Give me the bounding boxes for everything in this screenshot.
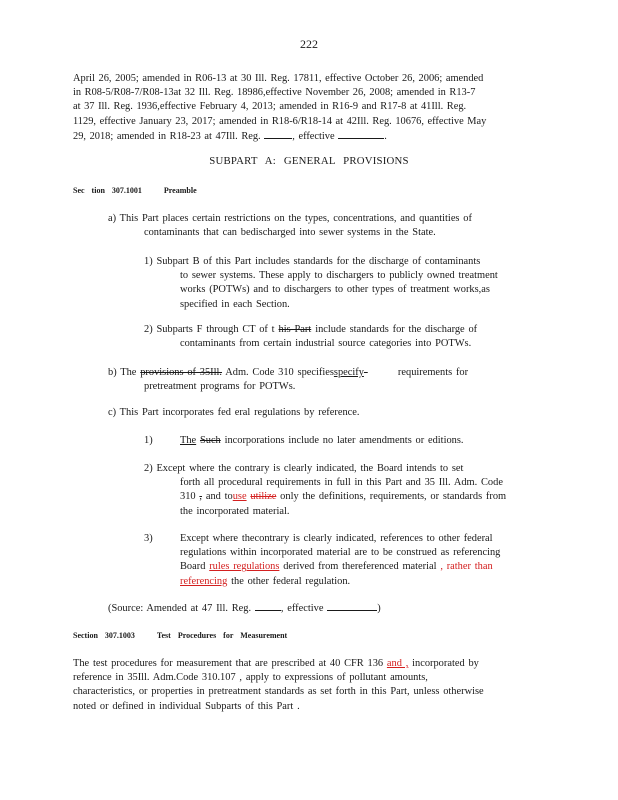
- history-line: in R08-5/R08-7/R08-13at 32 Ill. Reg. 18986,effective November 26, 2008; amended in R13-7: [73, 87, 476, 99]
- para-line: 2) Except where the contrary is clearly indicated, the Board intends to set: [144, 463, 464, 474]
- para-text: 2) Subparts F through CT of t: [144, 324, 275, 335]
- history-line: 1129, effective January 23, 2017; amended in R18-6/R18-14 at 42Ill. Reg. 10676, effective May: [73, 115, 487, 127]
- para-text: incorporations include no later amendments or editions.: [224, 435, 464, 446]
- para-line: Except where thecontrary is clearly indicated, references to other federal: [180, 533, 493, 544]
- blank-line: [255, 601, 281, 611]
- para-line: contaminants that can bedischarged into sewer systems in the State.: [144, 227, 436, 239]
- para-line: c) This Part incorporates fed eral regulations by reference.: [108, 407, 360, 418]
- para-text: include standards for the discharge of: [315, 324, 478, 335]
- para-text: derived from thereferenced material: [283, 561, 437, 573]
- deleted-text: utilize: [250, 491, 277, 503]
- section-number: Sec tion 307.1001: [73, 186, 142, 195]
- deleted-gap: [364, 366, 398, 380]
- para-line: to sewer systems. These apply to dischargers to publicly owned treatment: [180, 270, 498, 282]
- deleted-text: provisions of 35Ill.: [140, 367, 223, 378]
- item-number: 1): [144, 435, 153, 446]
- blank-line: [327, 601, 377, 611]
- para-line: the incorporated material.: [180, 505, 290, 517]
- source-text: (Source: Amended at 47 Ill. Reg.: [108, 603, 252, 614]
- source-text: ): [377, 603, 381, 614]
- para-line: forth all procedural requirements in full in this Part and 35 Ill. Adm. Code: [180, 477, 503, 489]
- inserted-text: rules regulations: [209, 561, 280, 573]
- inserted-text: , rather than: [440, 561, 493, 573]
- para-line: characteristics, or properties in pretreatment standards as set forth in this Part, unless otherwise: [73, 686, 484, 698]
- deleted-text: his Part: [278, 324, 312, 335]
- para-line: noted or defined in individual Subparts of this Part .: [73, 700, 300, 712]
- inserted-text: referencing: [180, 575, 228, 587]
- para-line: [144, 490, 532, 504]
- section-heading: [73, 186, 197, 195]
- history-line: at 37 Ill. Reg. 1936,effective February 4, 2013; amended in R16-9 and R17-8 at 41Ill. Reg.: [73, 101, 467, 113]
- para-line: reference in 35Ill. Adm.Code 310.107 , apply to expressions of pollutant amounts,: [73, 672, 428, 684]
- para-line: works (POTWs) and to dischargers to other types of treatment works,as: [180, 284, 490, 296]
- source-text: , effective: [280, 603, 324, 614]
- paragraph-a2: [144, 323, 532, 351]
- para-text: b) The: [108, 367, 137, 378]
- para-line: a) This Part places certain restrictions on the types, concentrations, and quantities of: [108, 213, 472, 224]
- para-line: specified in each Section.: [180, 298, 290, 310]
- section-number: Section 307.1003: [73, 631, 135, 640]
- history-note: [73, 72, 545, 144]
- para-text: requirements for: [397, 367, 469, 378]
- deleted-text: Such: [199, 435, 221, 446]
- section-heading: [73, 631, 287, 640]
- history-text: 29, 2018; amended in R18-23 at 47Ill. Reg.: [73, 130, 261, 142]
- para-text: Adm. Code 310 specifies: [225, 367, 334, 378]
- para-line: [144, 575, 532, 589]
- paragraph-c2: [144, 462, 532, 519]
- subpart-heading: SUBPART A: GENERAL PROVISIONS: [209, 155, 409, 167]
- para-line: [73, 657, 545, 671]
- para-text: only the definitions, requirements, or standards from: [280, 491, 507, 503]
- paragraph-a1: [144, 255, 532, 312]
- inserted-text: The: [180, 435, 197, 446]
- paragraph-c1: [144, 434, 532, 448]
- paragraph-a: [108, 212, 514, 240]
- history-line: 29, 2018; amended in R18-23 at 47Ill. Reg. , effective .: [73, 130, 387, 142]
- paragraph-b: [108, 366, 518, 394]
- para-text: Board: [180, 561, 206, 573]
- para-text: and to: [205, 491, 233, 503]
- para-line: contaminants from certain industrial source categories into POTWs.: [180, 338, 472, 350]
- history-text: , effective: [292, 130, 335, 142]
- inserted-text: and ,: [386, 658, 409, 669]
- para-line: [144, 323, 532, 337]
- paragraph-c: [108, 406, 518, 420]
- para-line: pretreatment programs for POTWs.: [144, 381, 296, 393]
- inserted-text: use: [232, 491, 247, 503]
- para-line: [108, 366, 518, 380]
- blank-line: [264, 129, 292, 139]
- para-line: [144, 560, 532, 574]
- section-title: Test Procedures for Measurement: [156, 631, 288, 640]
- para-text: incorporated by: [412, 658, 479, 669]
- paragraph-c3: [144, 532, 532, 589]
- para-line: [180, 434, 464, 448]
- deleted-text: ,: [199, 491, 203, 503]
- para-line: regulations within incorporated material are to be construed as referencing: [180, 547, 501, 559]
- para-text: 310: [180, 491, 196, 503]
- inserted-text: specify: [333, 367, 364, 378]
- item-number: 3): [144, 533, 153, 544]
- para-line: 1) Subpart B of this Part includes standards for the discharge of contaminants: [144, 256, 481, 267]
- page-number: 222: [300, 37, 318, 51]
- source-note: [108, 601, 508, 616]
- paragraph-test-procedures: [73, 657, 545, 714]
- para-text: the other federal regulation.: [231, 575, 351, 587]
- blank-line: [338, 129, 384, 139]
- section-title: Preamble: [163, 186, 197, 195]
- para-text: The test procedures for measurement that are prescribed at 40 CFR 136: [73, 658, 384, 669]
- history-line: April 26, 2005; amended in R06-13 at 30 Ill. Reg. 17811, effective October 26, 2006; amended: [73, 73, 484, 84]
